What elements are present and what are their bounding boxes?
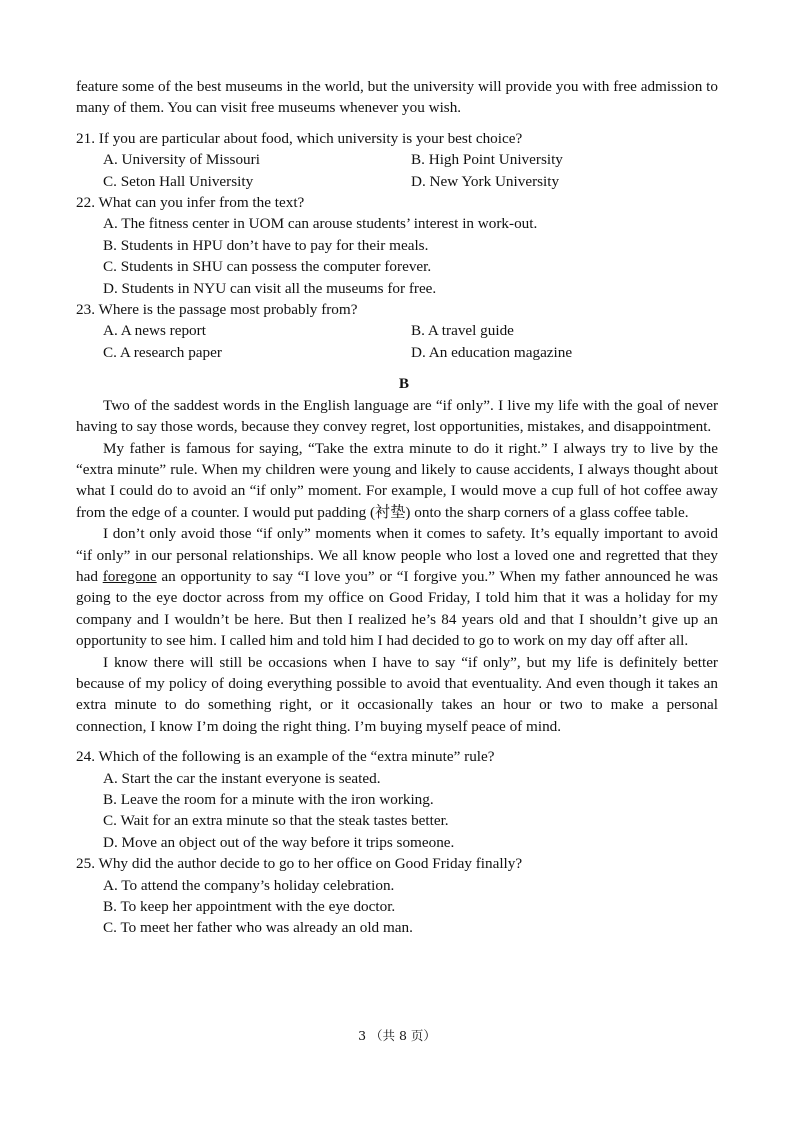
option-a: A. The fitness center in UOM can arouse students’ interest in work-out. (103, 215, 538, 233)
exam-page (76, 76, 718, 939)
question-stem: 22. What can you infer from the text? (76, 194, 305, 212)
option-d: D. Students in NYU can visit all the museums for free. (103, 279, 437, 297)
option-a: A. University of Missouri (103, 151, 260, 169)
option-d: D. Move an object out of the way before it trips someone. (103, 833, 455, 851)
question-stem: 23. Where is the passage most probably from? (76, 301, 358, 319)
passage-paragraph-4: I know there will still be occasions when I have to say “if only”, but my life is definitely better because of my policy of doing everything possible to avoid that eventuality. And even though it takes an extra minute to do something right, or it occasionally takes an hour or two to make a personal connection, I know I’m doing the right thing. I’m buying myself peace of mind. (76, 653, 718, 735)
question-24 (76, 746, 718, 853)
passage-b (76, 373, 718, 737)
question-22 (76, 192, 718, 299)
option-d: D. An education magazine (411, 343, 573, 361)
question-stem: 24. Which of the following is an example of the “extra minute” rule? (76, 748, 495, 766)
option-a: A. To attend the company’s holiday celebration. (103, 876, 395, 894)
option-c: C. To meet her father who was already an old man. (103, 919, 413, 937)
underlined-word: foregone (102, 567, 157, 585)
question-stem: 21. If you are particular about food, which university is your best choice? (76, 129, 523, 147)
passage-paragraph-1: Two of the saddest words in the English language are “if only”. I live my life with the goal of never having to say those words, because they convey regret, lost opportunities, mistakes, and disappointment. (76, 396, 718, 436)
question-25 (76, 853, 718, 939)
question-21 (76, 128, 718, 192)
passage-paragraph-2: My father is famous for saying, “Take the extra minute to do it right.” I always try to live by the “extra minute” rule. When my children were young and likely to cause accidents, I always thought about what I could do to avoid an “if only” moment. For example, I would move a cup full of hot coffee away from the edge of a counter. I would put padding (衬垫) onto the sharp corners of a glass coffee table. (76, 439, 718, 521)
question-23 (76, 299, 718, 363)
paragraph-3-text-end: an opportunity to say “I love you” or “I forgive you.” When my father announced he was going to the eye doctor across from my office on Good Friday, I told him that it was a holiday for my company and I wouldn’t be here. But then I realized he’s 84 years old and that I shouldn’t give up an opportunity to see him. I called him and told him I had decided to go to work on my day off after all. (76, 567, 718, 650)
option-b: B. Students in HPU don’t have to pay for their meals. (103, 236, 429, 254)
option-d: D. New York University (411, 172, 560, 190)
option-c: C. Seton Hall University (103, 172, 254, 190)
option-b: B. High Point University (411, 151, 563, 169)
paragraph-3-text-start: I don’t only avoid those “if only” moments when it comes to safety. It’s equally important to avoid “if only” in our personal relationships. We all know people who lost a loved one and regretted that they had (76, 525, 718, 585)
page-number: 3 （共 8 页） (358, 1028, 436, 1043)
section-heading: B (398, 375, 410, 393)
passage-paragraph-3 (76, 523, 718, 651)
option-b: B. Leave the room for a minute with the iron working. (103, 791, 434, 808)
option-c: C. A research paper (103, 343, 222, 361)
option-c: C. Students in SHU can possess the computer forever. (103, 258, 432, 276)
option-b: B. A travel guide (411, 322, 514, 340)
option-a: A. Start the car the instant everyone is seated. (103, 769, 381, 787)
question-stem: 25. Why did the author decide to go to her office on Good Friday finally? (76, 855, 523, 873)
option-c: C. Wait for an extra minute so that the steak tastes better. (103, 812, 449, 830)
intro-paragraph: feature some of the best museums in the world, but the university will provide you with free admission to many of them. You can visit free museums whenever you wish. (76, 78, 718, 117)
option-b: B. To keep her appointment with the eye doctor. (103, 898, 396, 916)
option-a: A. A news report (103, 322, 206, 340)
